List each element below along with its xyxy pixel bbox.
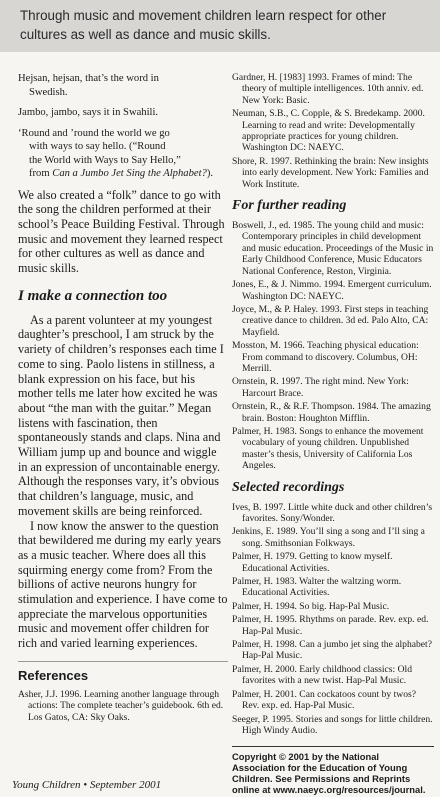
reference-item: Neuman, S.B., C. Copple, & S. Bredekamp. 2000. Learning to read and write: Developmentally appropriate practices for young children. Washington DC: NAEYC. [232, 108, 425, 154]
references-heading: References [18, 661, 228, 683]
lyric-line: the World with Ways to Say Hello,” [29, 154, 181, 166]
reference-item: Shore, R. 1997. Rethinking the brain: New insights into early development. New York: Families and Work Institute. [232, 155, 429, 190]
connection-heading: I make a connection too [18, 287, 168, 304]
lyric-line: Swedish. [29, 86, 68, 98]
lyric-line: with ways to say hello. (“Round [29, 141, 166, 152]
page-footer: Young Children • September 2001 [12, 779, 162, 791]
lyric-end: ). [206, 168, 214, 179]
recording-item: Seeger, P. 1995. Stories and songs for little children. High Windy Audio. [232, 713, 433, 736]
recording-item: Palmer, H. 2000. Early childhood classics: Old favorites with a new twist. Hap-Pal Music. [232, 663, 412, 687]
folk-dance-paragraph: We also created a “folk” dance to go with the song the children performed at their school’s Peace Building Festival. Through music and movement they learned respect for other cultures as well as dance and music skills. [18, 187, 225, 276]
recording-item: Ives, B. 1997. Little white duck and other children’s favorites. Sony/Wonder. [232, 501, 433, 524]
further-reading-item: Mosston, M. 1966. Teaching physical education: From command to discovery. Columbus, OH: Merrill. [232, 340, 419, 374]
recordings-heading: Selected recordings [232, 479, 345, 495]
recording-item: Palmer, H. 2001. Can cockatoos count by twos? Rev. exp. ed. Hap-Pal Music. [232, 688, 416, 712]
right-column [232, 72, 434, 795]
lyric-line: ‘Round and ’round the world we go [18, 127, 170, 139]
further-reading-item: Palmer, H. 1983. Songs to enhance the movement vocabulary of young children. Unpublished master’s thesis, University of California Los Angeles. [232, 425, 424, 472]
lyric-line: from [29, 168, 50, 179]
reference-item: Gardner, H. [1983] 1993. Frames of mind: The theory of multiple intelligences. 10th anniv. ed. New York: Basic. [232, 72, 424, 106]
left-column [18, 72, 228, 725]
further-reading-item: Joyce, M., & P. Haley. 1993. First steps in teaching creative dance to children. 3d ed. Palo Alto, CA: Mayfield. [232, 303, 429, 338]
lyric-line: Hejsan, hejsan, that’s the word in [18, 73, 159, 84]
further-reading-item: Jones, E., & J. Nimmo. 1994. Emergent curriculum. Washington DC: NAEYC. [232, 279, 432, 302]
recording-item: Palmer, H. 1979. Getting to know myself. Educational Activities. [232, 551, 393, 574]
connection-paragraph-2: I now know the answer to the question that bewildered me during my early years as a music teacher. Where does all this squirming energy come from? From the billions of active neurons hungry for stimulation and experience. I have come to appreciate the marvelous opportunities music and movement offer children for rich and varied learning experiences. [18, 518, 228, 651]
lyric-line: Jambo, jambo, says it in Swahili. [18, 107, 159, 118]
further-reading-item: Ornstein, R. 1997. The right mind. New York: Harcourt Brace. [232, 376, 409, 399]
copyright-notice: Copyright © 2001 by the National Association for the Education of Young Children. See Permissions and Reprints online at www.naeyc.org/resources/journal. [232, 746, 434, 795]
connection-paragraph-1: As a parent volunteer at my youngest daughter’s preschool, I am struck by the variety of children’s responses each time I come to sing. Paolo listens in stillness, a blank expression on his face, but his mother tells me later how excited he was about “the man with the guitar.” Megan listens with fascination, then spontaneously stands and claps. Nina and William jump up and bounce and wiggle in an expression of uncontainable energy. Although the responses vary, it’s obvious that children’s language, music, and movement skills are being reinforced. [18, 312, 224, 518]
pull-quote: Through music and movement children learn respect for other cultures as well as dance and music skills. [0, 0, 440, 52]
further-reading-item: Boswell, J., ed. 1985. The young child and music: Contemporary principles in child development and music education. Proceedings of the Music in Early Childhood Conference, Music Educators National Conference, Reston, Virginia. [232, 220, 434, 277]
lyric-title: Can a Jumbo Jet Sing the Alphabet? [52, 168, 207, 179]
further-reading-item: Ornstein, R., & R.F. Thompson. 1984. The amazing brain. Boston: Houghton Mifflin. [232, 401, 431, 424]
song-lyrics [18, 72, 228, 181]
recording-item: Palmer, H. 1998. Can a jumbo jet sing the alphabet? Hap-Pal Music. [232, 639, 432, 662]
recording-item: Palmer, H. 1983. Walter the waltzing worm. Educational Activities. [232, 576, 402, 599]
further-reading-heading: For further reading [232, 198, 347, 214]
recording-item: Jenkins, E. 1989. You’ll sing a song and I’ll sing a song. Smithsonian Folkways. [232, 526, 425, 549]
recording-item: Palmer, H. 1994. So big. Hap-Pal Music. [232, 600, 390, 612]
reference-item: Asher, J.J. 1996. Learning another language through actions: The complete teacher’s guidebook. 6th ed. Los Gatos, CA: Sky Oaks. [18, 688, 224, 723]
recording-item: Palmer, H. 1995. Rhythms on parade. Rev. exp. ed. Hap-Pal Music. [232, 614, 429, 637]
